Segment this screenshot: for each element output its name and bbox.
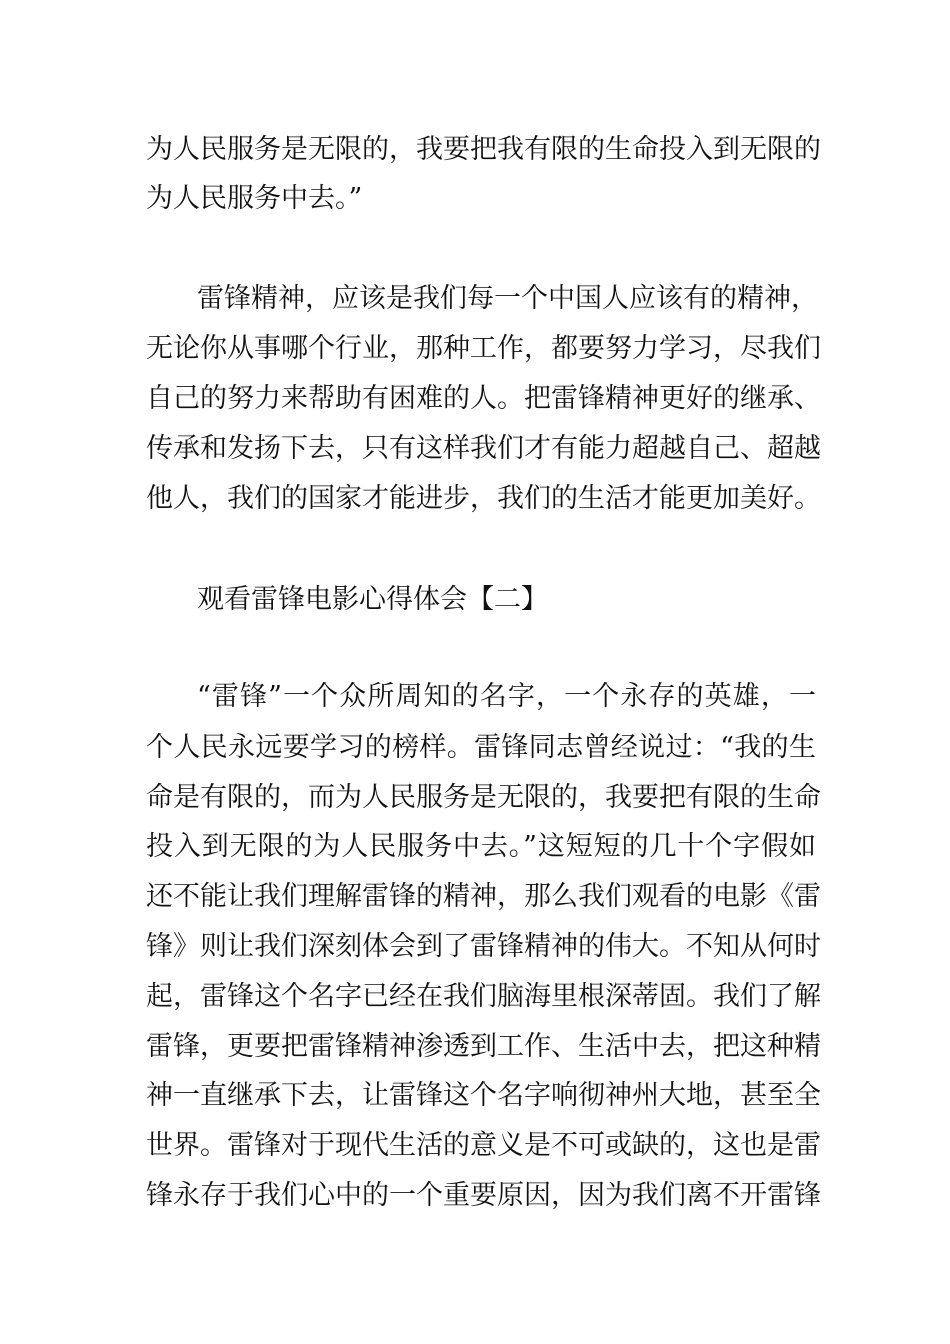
paragraph-2-line-2: 无论你从事哪个行业，那种工作，都要努力学习，尽我们	[146, 333, 821, 364]
paragraph-3-line-2: 个人民永远要学习的榜样。雷锋同志曾经说过：“我的生	[146, 732, 816, 763]
paragraph-3-line-9: 神一直继承下去，让雷锋这个名字响彻神州大地，甚至全	[146, 1080, 821, 1111]
paragraph-3-line-10: 世界。雷锋对于现代生活的意义是不可或缺的，这也是雷	[146, 1130, 821, 1161]
paragraph-3-line-5: 还不能让我们理解雷锋的精神，那么我们观看的电影《雷	[146, 881, 821, 912]
paragraph-1-line-1: 为人民服务是无限的，我要把我有限的生命投入到无限的	[146, 134, 821, 165]
paragraph-1-line-2: 为人民服务中去。”	[146, 183, 363, 214]
section-heading: 观看雷锋电影心得体会【二】	[197, 584, 548, 615]
paragraph-3-line-7: 起，雷锋这个名字已经在我们脑海里根深蒂固。我们了解	[146, 981, 821, 1012]
paragraph-3-line-4: 投入到无限的为人民服务中去。”这短短的几十个字假如	[146, 831, 816, 862]
paragraph-2-line-5: 他人，我们的国家才能进步，我们的生活才能更加美好。	[146, 483, 821, 514]
paragraph-3-line-8: 雷锋，更要把雷锋精神渗透到工作、生活中去，把这种精	[146, 1031, 821, 1062]
paragraph-2-line-4: 传承和发扬下去，只有这样我们才有能力超越自己、超越	[146, 433, 821, 464]
paragraph-3-line-1: “雷锋”一个众所周知的名字，一个永存的英雄，一	[197, 681, 816, 712]
paragraph-3-line-11: 锋永存于我们心中的一个重要原因，因为我们离不开雷锋	[146, 1180, 821, 1211]
paragraph-3-line-6: 锋》则让我们深刻体会到了雷锋精神的伟大。不知从何时	[146, 931, 821, 962]
paragraph-2-line-1: 雷锋精神，应该是我们每一个中国人应该有的精神，	[197, 283, 818, 314]
paragraph-3-line-3: 命是有限的，而为人民服务是无限的，我要把有限的生命	[146, 782, 821, 813]
paragraph-2-line-3: 自己的努力来帮助有困难的人。把雷锋精神更好的继承、	[146, 383, 821, 414]
